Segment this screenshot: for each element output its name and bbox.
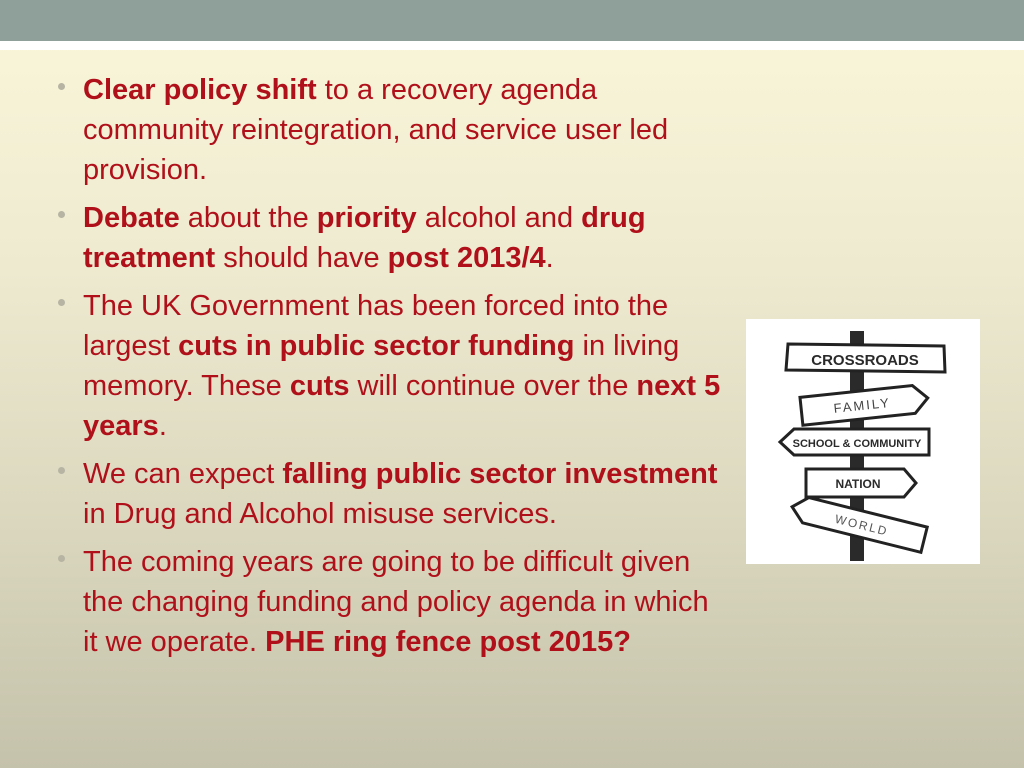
sign-crossroads bbox=[786, 344, 945, 372]
bullet-text-segment: The UK Government has been forced into the largest bbox=[83, 290, 669, 362]
bullet-item bbox=[58, 70, 730, 190]
bullet-text-segment: . bbox=[545, 242, 554, 274]
bullet-text-segment: We can expect bbox=[83, 458, 283, 490]
sign-school-community-label: SCHOOL & COMMUNITY bbox=[792, 438, 922, 450]
crossroads-signpost-image bbox=[746, 319, 980, 564]
bullet-item bbox=[58, 454, 730, 534]
bullet-text-segment: drug treatment bbox=[83, 202, 646, 274]
bullet-dot-icon bbox=[58, 299, 65, 306]
sign-crossroads-label: CROSSROADS bbox=[811, 352, 919, 369]
bullet-text-segment: cuts bbox=[289, 370, 350, 402]
bullet-text-segment: cuts in public sector funding bbox=[178, 330, 575, 362]
bullet-text-segment: The coming years are going to be difficult given the changing funding and policy agenda in which it we operate. bbox=[83, 546, 709, 658]
sign-school-community bbox=[780, 429, 929, 455]
bullet-text-segment: should have bbox=[215, 242, 388, 274]
bullet-text-segment: Debate bbox=[83, 202, 180, 234]
bullet-item bbox=[58, 286, 730, 446]
bullet-dot-icon bbox=[58, 467, 65, 474]
bullet-text-segment: post 2013/4 bbox=[387, 242, 546, 274]
bullet-dot-icon bbox=[58, 211, 65, 218]
bullet-text-segment: next 5 years bbox=[83, 370, 721, 442]
bullet-item bbox=[58, 198, 730, 278]
bullet-text-segment: to a recovery agenda community reintegration, and service user led provision. bbox=[83, 74, 669, 186]
sign-family bbox=[800, 384, 929, 425]
bullet-text-segment: in living memory. These bbox=[83, 330, 680, 402]
bullet-item bbox=[58, 542, 730, 662]
bullet-text-segment: Clear policy shift bbox=[83, 74, 317, 106]
sign-nation bbox=[806, 469, 916, 497]
bullet-text-segment: falling public sector investment bbox=[282, 458, 718, 490]
bullet-text-segment: about the bbox=[179, 202, 317, 234]
bullet-text-segment: priority bbox=[316, 202, 417, 234]
bullet-text-segment: will continue over the bbox=[349, 370, 637, 402]
sign-world-label: WORLD bbox=[833, 511, 890, 539]
bullet-text-segment: PHE ring fence post 2015? bbox=[265, 626, 631, 658]
sign-family-label: FAMILY bbox=[832, 394, 892, 416]
bullet-dot-icon bbox=[58, 555, 65, 562]
signpost-illustration bbox=[746, 319, 980, 564]
top-bar bbox=[0, 0, 1024, 41]
bullet-list bbox=[58, 70, 730, 670]
bullet-dot-icon bbox=[58, 83, 65, 90]
bullet-text-segment: in Drug and Alcohol misuse services. bbox=[83, 498, 557, 530]
top-divider bbox=[0, 41, 1024, 50]
sign-nation-label: NATION bbox=[835, 477, 881, 491]
bullet-text-segment: alcohol and bbox=[416, 202, 582, 234]
bullet-text-segment: . bbox=[158, 410, 167, 442]
